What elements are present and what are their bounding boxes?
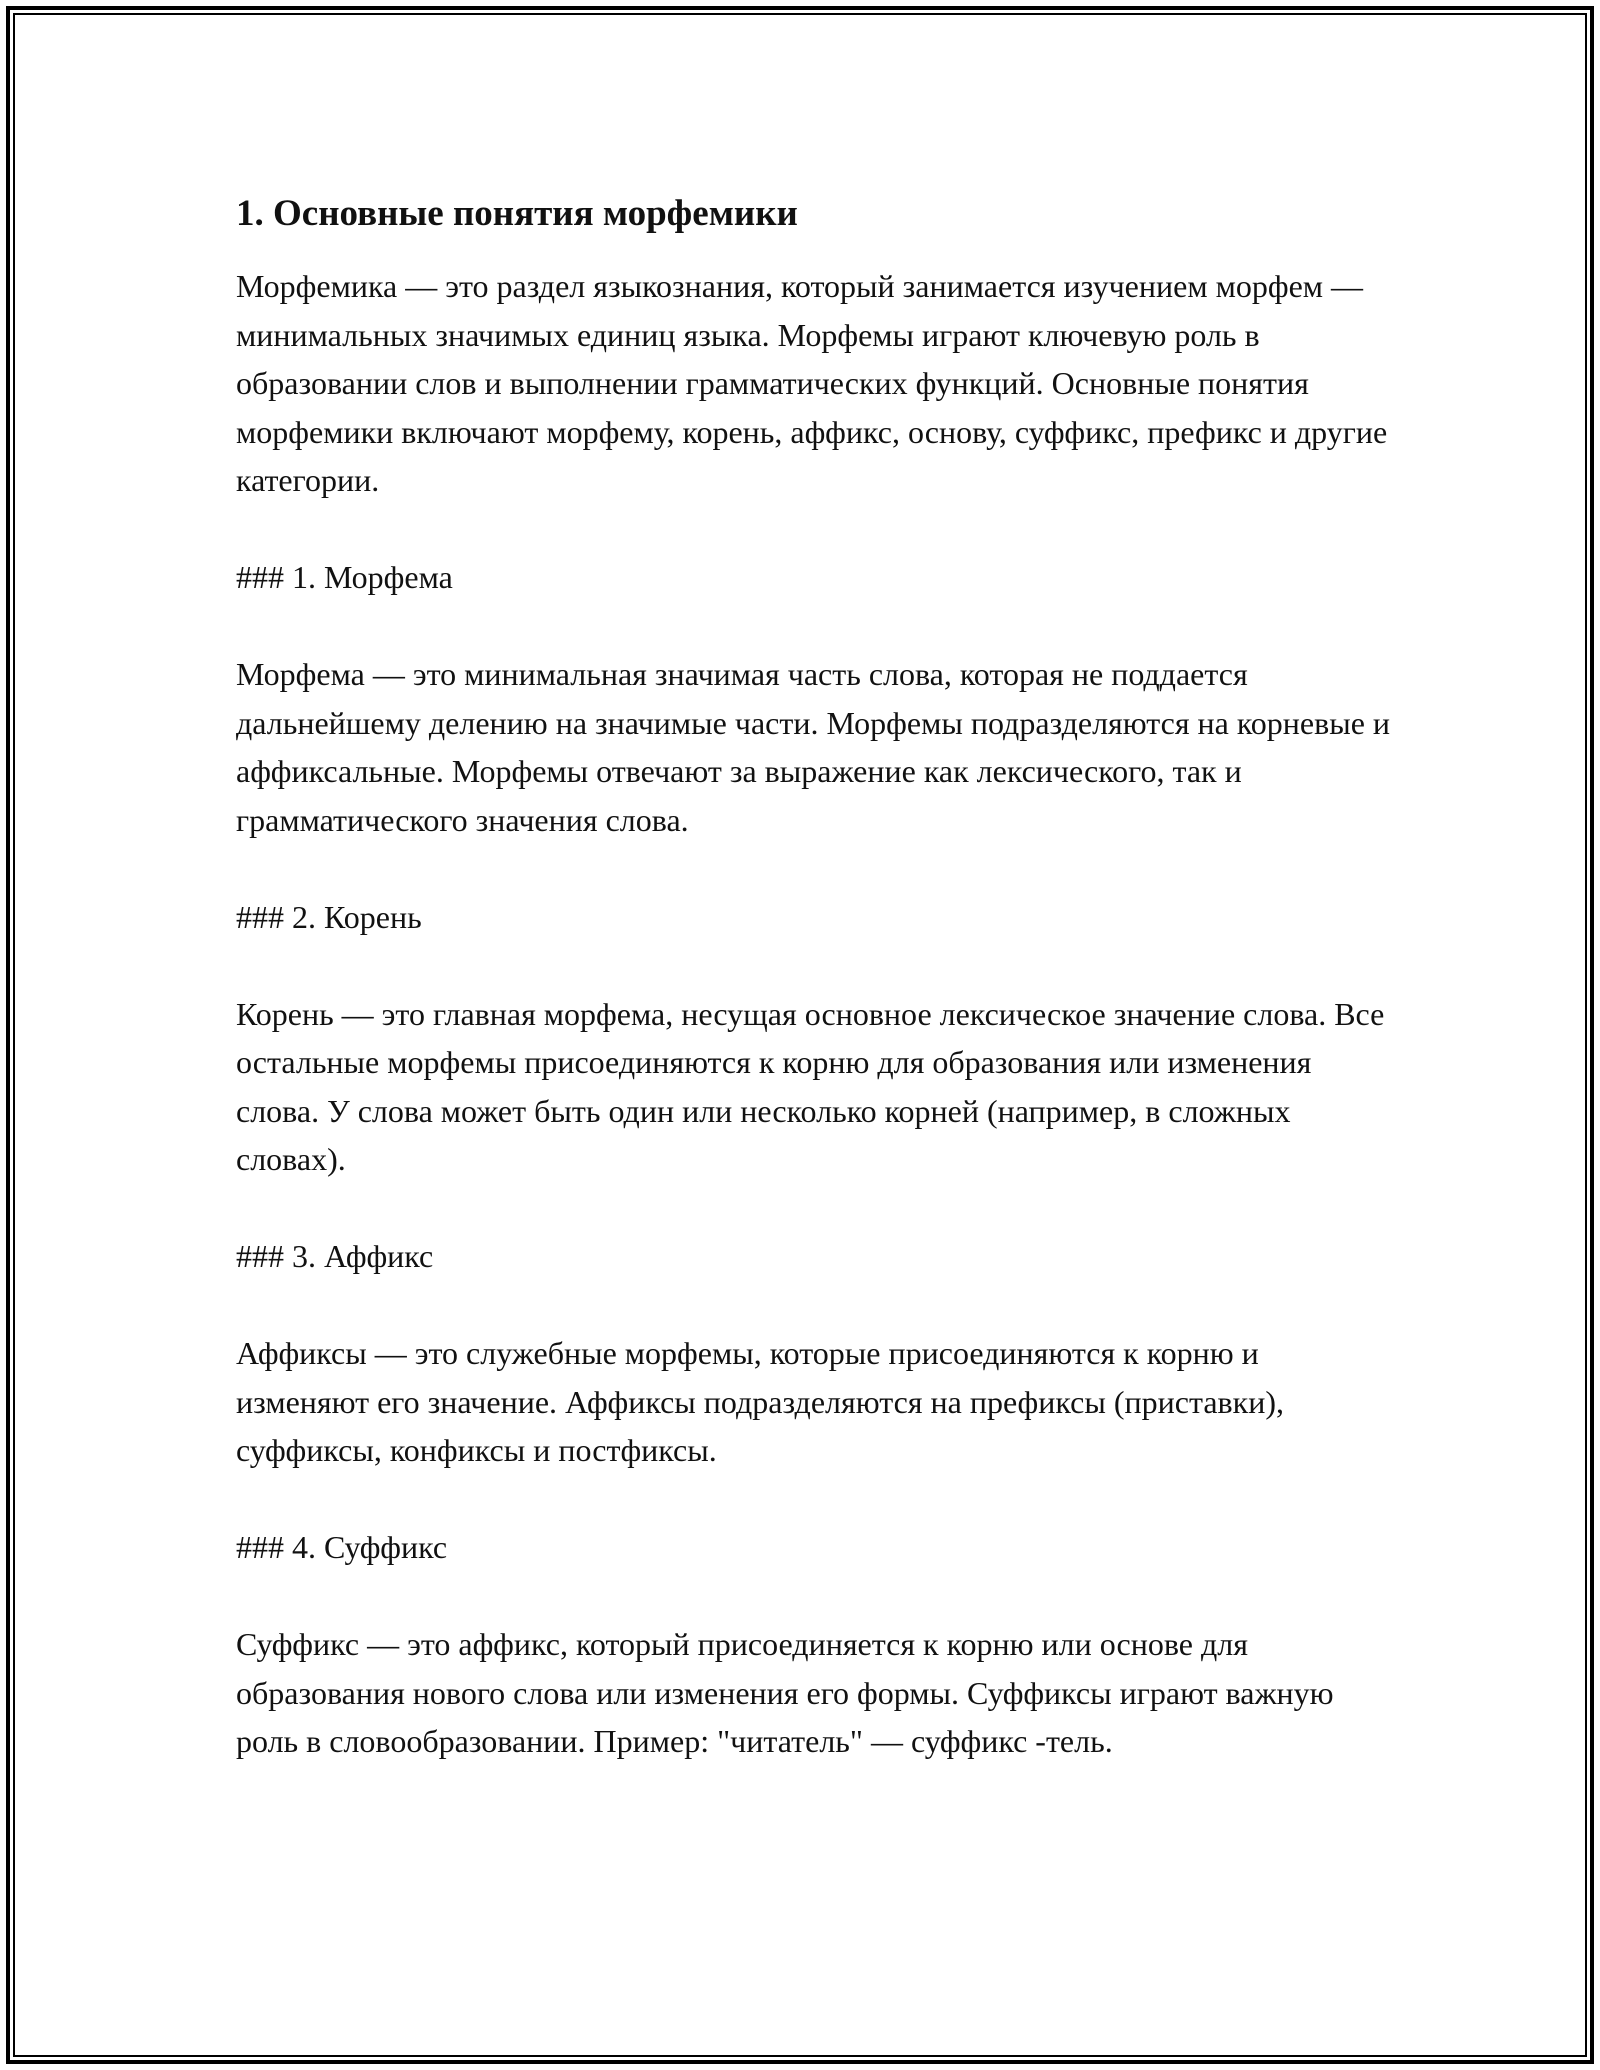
document-body — [236, 184, 1396, 1766]
section-heading-suffix: ### 4. Суффикс — [236, 1529, 448, 1565]
morpheme-paragraph: Морфема — это минимальная значимая часть слова, которая не поддается дальнейшему делению на значимые части. Морфемы подразделяются на корневые и аффиксальные. Морфемы отвечают за выражение как лексического, так и грамматического значения слова. — [236, 656, 1391, 838]
section-heading-root: ### 2. Корень — [236, 898, 422, 935]
suffix-paragraph: Суффикс — это аффикс, который присоединяется к корню или основе для образования нового слова или изменения его формы. Суффиксы играют важную роль в словообразовании. Пример: "читатель" — суффикс -тель. — [236, 1626, 1334, 1759]
intro-paragraph: Морфемика — это раздел языкознания, который занимается изучением морфем — минимальных значимых единиц языка. Морфемы играют ключевую роль в образовании слов и выполнении грамматических функций. Основные понятия морфемики включают морфему, корень, аффикс, основу, суффикс, префикс и другие категории. — [236, 268, 1388, 498]
root-paragraph: Корень — это главная морфема, несущая основное лексическое значение слова. Все остальные морфемы присоединяются к корню для образования или изменения слова. У слова может быть один или несколько корней (например, в сложных словах). — [236, 995, 1385, 1177]
document-title: 1. Основные понятия морфемики — [236, 193, 798, 234]
section-heading-affix: ### 3. Аффикс — [236, 1238, 434, 1274]
section-heading-morpheme: ### 1. Морфема — [236, 559, 453, 595]
affix-paragraph: Аффиксы — это служебные морфемы, которые присоединяются к корню и изменяют его значение. Аффиксы подразделяются на префиксы (приставки), суффиксы, конфиксы и постфиксы. — [236, 1335, 1284, 1468]
